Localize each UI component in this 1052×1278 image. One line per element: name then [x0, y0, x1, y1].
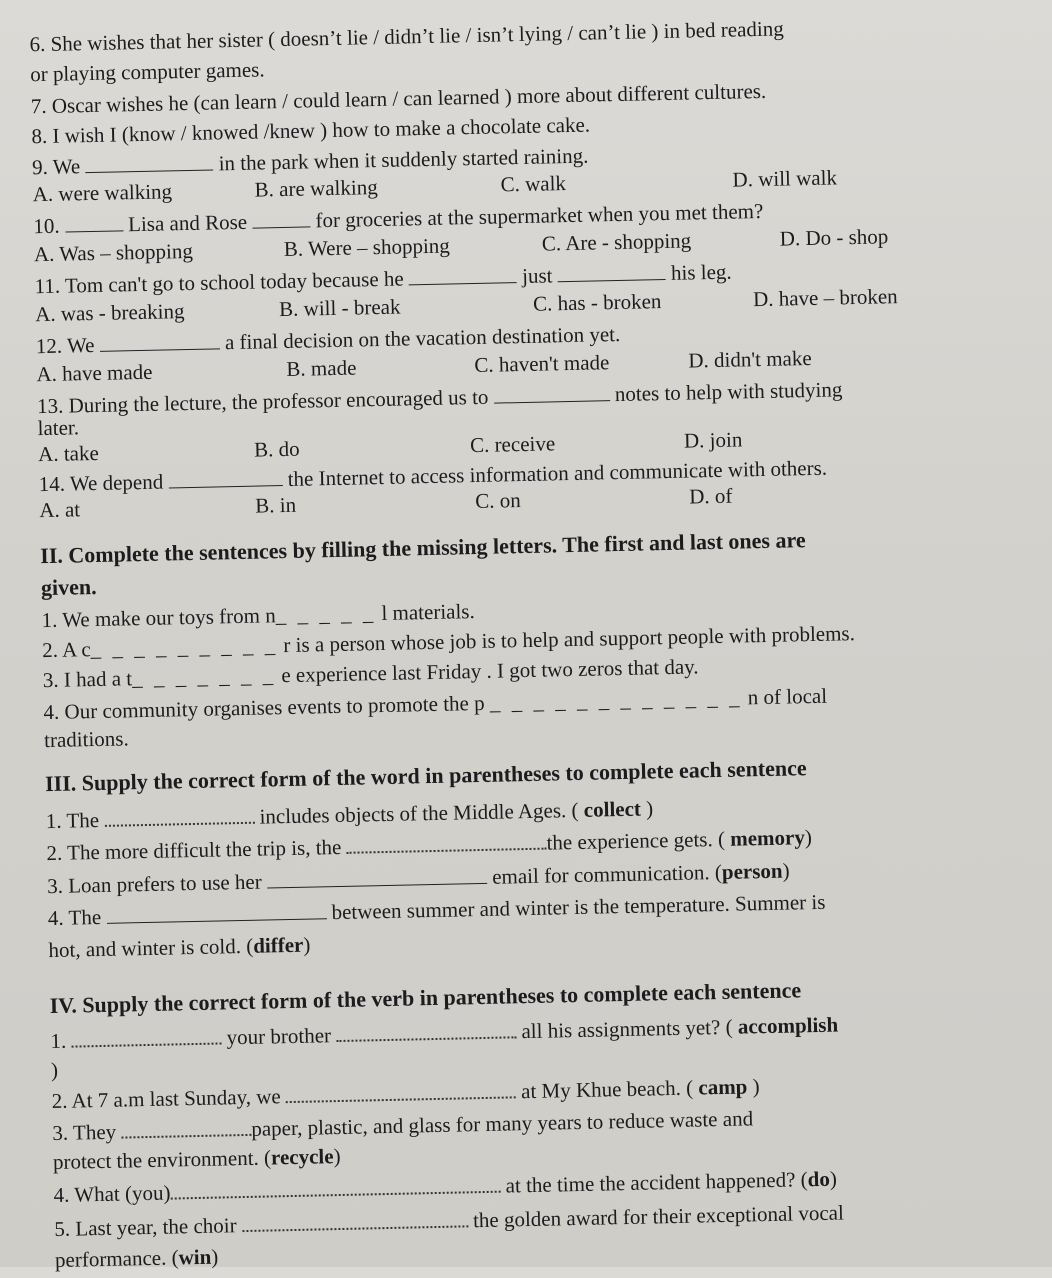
- p4-item4-a: 4. What (you): [53, 1180, 171, 1208]
- q9-option-a[interactable]: A. were walking: [32, 179, 173, 207]
- q10-part-c: for groceries at the supermarket when you met them?: [315, 198, 764, 233]
- p4-item2-a: 2. At 7 a.m last Sunday, we: [51, 1084, 281, 1114]
- p4-item2-word: camp: [698, 1074, 748, 1100]
- q13-option-b[interactable]: B. do: [253, 436, 300, 462]
- p4-item2-b: at My Khue beach. (: [520, 1075, 694, 1104]
- p4-item1-a: 1.: [50, 1028, 67, 1054]
- q11-option-d[interactable]: D. have – broken: [752, 284, 898, 312]
- q11-option-a[interactable]: A. was - breaking: [34, 299, 185, 327]
- q10-blank-1[interactable]: [65, 212, 123, 232]
- p4-item1-word: accomplish: [737, 1012, 839, 1039]
- q11-blank-1[interactable]: [409, 264, 517, 285]
- p3-item2-word: memory: [729, 825, 806, 851]
- p4-item1-blank-1[interactable]: [71, 1024, 221, 1047]
- q6-text: 6. She wishes that her sister ( doesn’t lie / didn’t lie / isn’t lying / can’t lie ) in bed reading: [29, 16, 784, 57]
- q12-option-d[interactable]: D. didn't make: [688, 345, 812, 373]
- p3-item2-b: the experience gets. (: [546, 826, 726, 855]
- p4-item4-blank[interactable]: [170, 1173, 500, 1200]
- p4-item3-a: 3. They: [52, 1119, 117, 1146]
- p2-item2-a: 2. A c: [41, 637, 91, 663]
- q11-part-a: 11. Tom can't go to school today because he: [34, 266, 404, 299]
- p4-item3-word: recycle: [270, 1144, 334, 1170]
- p2-item3-letter-blanks[interactable]: _ _ _ _ _ _ _: [131, 663, 277, 691]
- q10-blank-2[interactable]: [252, 208, 310, 228]
- p4-item3-cont: protect the environment. (: [52, 1145, 272, 1175]
- q13-part-a: 13. During the lecture, the professor encouraged us to: [36, 384, 489, 419]
- q12-part-a: 12. We: [35, 332, 95, 359]
- p3-item3-word: person: [721, 858, 783, 884]
- q13-option-a[interactable]: A. take: [37, 440, 100, 467]
- p2-item2-b: r is a person whose job is to help and support people with problems.: [283, 621, 856, 658]
- q6-cont: or playing computer games.: [29, 57, 265, 87]
- p3-item1-a: 1. The: [45, 807, 100, 834]
- p3-item1-c: ): [645, 796, 654, 821]
- p4-item3-b: paper, plastic, and glass for many years to reduce waste and: [251, 1106, 754, 1141]
- q12-answer-blank[interactable]: [99, 330, 219, 352]
- p3-item4-cont: hot, and winter is cold. (: [48, 933, 254, 963]
- q11-part-c: his leg.: [670, 259, 732, 285]
- p4-item4-b: at the time the accident happened? (: [505, 1167, 808, 1198]
- p4-item5-blank[interactable]: [242, 1207, 468, 1232]
- p3-item4-blank[interactable]: [106, 900, 326, 924]
- q10-option-c[interactable]: C. Are - shopping: [541, 228, 692, 256]
- p4-item2-blank[interactable]: [286, 1078, 516, 1103]
- q9-part-b: in the park when it suddenly started raining.: [218, 143, 589, 176]
- p4-item1-c: all his assignments yet? (: [521, 1014, 733, 1044]
- p2-item2-letter-blanks[interactable]: _ _ _ _ _ _ _ _ _: [90, 633, 279, 662]
- section-4-heading-text: IV. Supply the correct form of the verb in parentheses to complete each sentence: [49, 977, 802, 1019]
- p3-item4-a: 4. The: [47, 904, 102, 931]
- q8-text: 8. I wish I (know / knowed /knew ) how to make a chocolate cake.: [31, 112, 591, 149]
- p3-item4-c: ): [303, 932, 311, 957]
- q12-option-b[interactable]: B. made: [286, 355, 357, 381]
- q10-part-b: Lisa and Rose: [127, 209, 248, 237]
- p3-item1-word: collect: [583, 796, 642, 822]
- p4-item5-word: win: [178, 1244, 212, 1270]
- p3-item1-b: includes objects of the Middle Ages. (: [259, 797, 579, 829]
- q14-part-a: 14. We depend: [38, 469, 164, 497]
- q14-part-b: the Internet to access information and communicate with others.: [287, 455, 828, 491]
- q11-part-b: just: [521, 263, 553, 288]
- p4-item1-blank-2[interactable]: [336, 1018, 516, 1042]
- p4-item4-c: ): [829, 1166, 838, 1191]
- q13-answer-blank[interactable]: [493, 382, 609, 403]
- p4-item4-word: do: [807, 1166, 831, 1192]
- q9-option-d[interactable]: D. will walk: [732, 165, 838, 192]
- q11-option-c[interactable]: C. has - broken: [532, 289, 662, 316]
- q14-option-d[interactable]: D. of: [688, 483, 733, 509]
- q9-option-c[interactable]: C. walk: [500, 171, 567, 197]
- p3-item4-b: between summer and winter is the temperature. Summer is: [331, 889, 826, 925]
- p2-item3-b: e experience last Friday . I got two zeros that day.: [281, 654, 699, 688]
- p3-item3-b: email for communication. (: [491, 859, 723, 889]
- section-3-heading-text: III. Supply the correct form of the word in parentheses to complete each sentence: [44, 755, 807, 797]
- p2-item1-letter-blanks[interactable]: _ _ _ _ _: [275, 601, 377, 628]
- p4-item5-c: ): [211, 1244, 219, 1269]
- p4-item5-cont: performance. (: [54, 1245, 179, 1272]
- p4-item1-cont: ): [50, 1057, 59, 1083]
- p2-item3-a: 3. I had a t: [42, 666, 133, 693]
- q7-text: 7. Oscar wishes he (can learn / could learn / can learned ) more about different cultures.: [30, 78, 767, 119]
- q10-part-a: 10.: [33, 213, 60, 239]
- p3-item1-blank[interactable]: [104, 804, 254, 827]
- p4-item5-b: the golden award for their exceptional vocal: [472, 1200, 845, 1233]
- p4-item3-blank[interactable]: [121, 1116, 251, 1139]
- p3-item2-blank[interactable]: [346, 830, 546, 854]
- section-2-heading-text: II. Complete the sentences by filling the missing letters. The first and last ones are: [40, 527, 806, 569]
- p3-item3-a: 3. Loan prefers to use her: [46, 869, 262, 899]
- q10-option-d[interactable]: D. Do - shop: [779, 224, 889, 251]
- q13-option-d[interactable]: D. join: [683, 427, 743, 453]
- q13-cont: later.: [37, 415, 80, 441]
- section-3-heading: [45, 752, 1025, 797]
- q11-blank-2[interactable]: [557, 261, 665, 282]
- p3-item2-c: ): [804, 825, 813, 850]
- p2-item1-a: 1. We make our toys from n: [41, 603, 276, 633]
- q10-option-b[interactable]: B. Were – shopping: [283, 233, 451, 261]
- p3-item4-word: differ: [252, 932, 304, 958]
- p3-item3-c: ): [782, 858, 790, 883]
- p2-item4-cont: traditions.: [43, 726, 129, 753]
- p3-item3-blank[interactable]: [267, 865, 487, 889]
- p4-item3-c: ): [333, 1144, 341, 1169]
- q12-option-c[interactable]: C. haven't made: [474, 350, 610, 378]
- q11-option-b[interactable]: B. will - break: [278, 294, 401, 322]
- p3-item2-a: 2. The more difficult the trip is, the: [46, 834, 342, 866]
- q12-part-b: a final decision on the vacation destination yet.: [224, 321, 621, 355]
- q14-option-c[interactable]: C. on: [474, 488, 521, 514]
- q13-option-c[interactable]: C. receive: [469, 431, 556, 458]
- q12-option-a[interactable]: A. have made: [36, 359, 153, 387]
- p4-item1-b: your brother: [226, 1023, 332, 1050]
- q14-answer-blank[interactable]: [168, 467, 282, 488]
- section-2-heading-cont-text: given.: [40, 573, 97, 601]
- q9-option-b[interactable]: B. are walking: [254, 175, 378, 202]
- p2-item1-b: l materials.: [381, 599, 475, 626]
- p4-item5-a: 5. Last year, the choir: [54, 1213, 237, 1242]
- q10-option-a[interactable]: A. Was – shopping: [33, 238, 194, 267]
- p4-item2-c: ): [752, 1074, 760, 1099]
- q13-part-b: notes to help with studying: [614, 377, 843, 407]
- q14-option-b[interactable]: B. in: [255, 492, 297, 518]
- q9-answer-blank[interactable]: [85, 151, 213, 173]
- p2-item4-letter-blanks[interactable]: _ _ _ _ _ _ _ _ _ _ _ _: [489, 685, 743, 715]
- q14-option-a[interactable]: A. at: [39, 497, 81, 523]
- p2-item4-b: n of local: [747, 683, 828, 710]
- q9-part-a: 9. We: [31, 154, 81, 180]
- p2-item4-a: 4. Our community organises events to promote the p: [43, 690, 485, 725]
